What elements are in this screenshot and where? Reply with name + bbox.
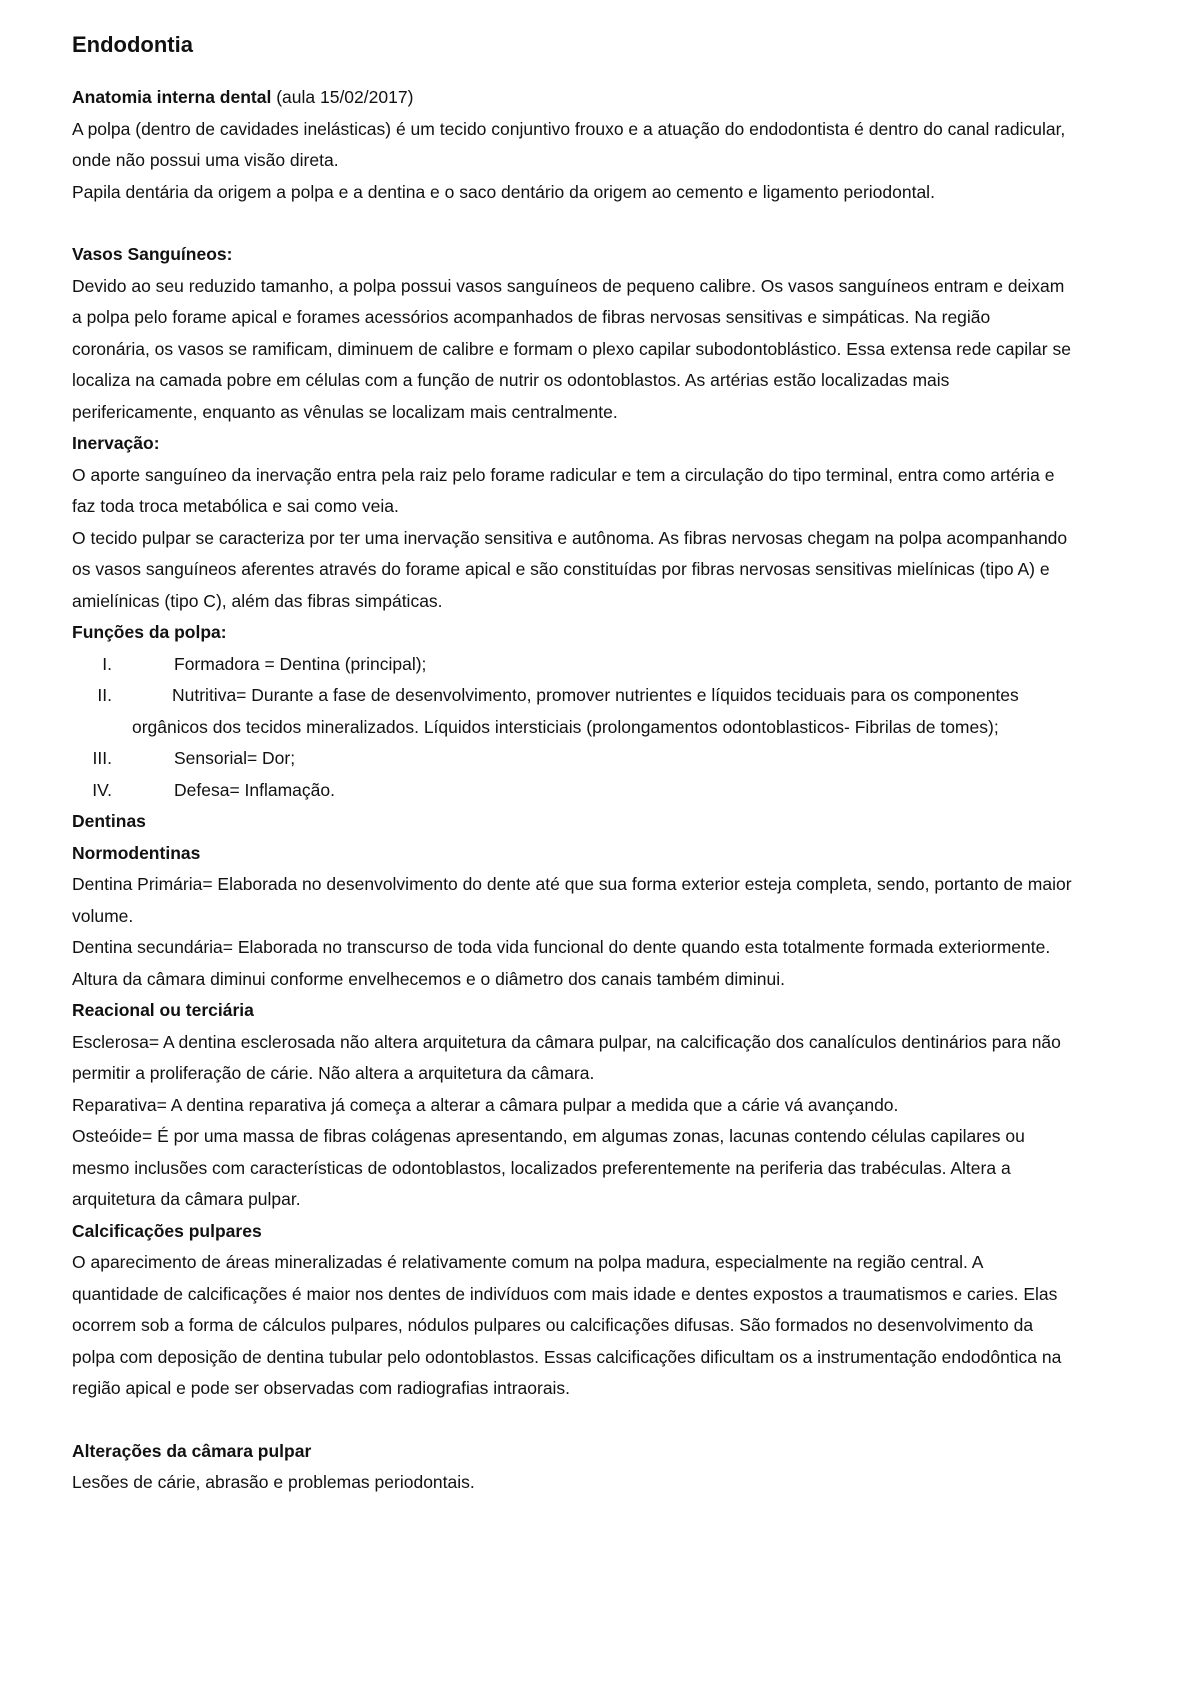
calcificacoes-paragraph: O aparecimento de áreas mineralizadas é relativamente comum na polpa madura, especialmente na região central. A quantidade de calcificações é maior nos dentes de indivíduos com mais idade e dentes expostos a traumatismos e caries. Elas ocorrem sob a forma de cálculos pulpares, nódulos pulpares ou calcificações difusas. São formados no desenvolvimento da polpa com deposição de dentina tubular pelo odontoblastos. Essas calcificações dificultam os a instrumentação endodôntica na região apical e pode ser observadas com radiografias intraorais. — [72, 1252, 1062, 1398]
list-item — [72, 743, 1072, 775]
list-item — [72, 680, 1072, 743]
list-item-text: Defesa= Inflamação. — [174, 779, 335, 800]
document-page — [72, 26, 1072, 1499]
intro-paragraph-2: Papila dentária da origem a polpa e a dentina e o saco dentário da origem ao cemento e ligamento periodontal. — [72, 181, 935, 202]
inervacao-paragraph-1: O aporte sanguíneo da inervação entra pela raiz pelo forame radicular e tem a circulação do tipo terminal, entra como artéria e faz toda troca metabólica e sai como veia. — [72, 464, 1055, 516]
list-item — [72, 649, 1072, 681]
list-item-text: Nutritiva= Durante a fase de desenvolvimento, promover nutrientes e líquidos teciduais para os componentes orgânicos dos tecidos mineralizados. Líquidos intersticiais (prolongamentos odontoblasticos- Fibrilas de tomes); — [132, 685, 1019, 737]
list-item-number: III. — [92, 748, 112, 768]
list-item-number: I. — [102, 653, 112, 674]
reacional-paragraph-1: Esclerosa= A dentina esclerosada não altera arquitetura da câmara pulpar, na calcificação dos canalículos dentinários para não permitir a proliferação de cárie. Não altera a arquitetura da câmara. — [72, 1031, 1061, 1083]
funcoes-list — [72, 649, 1072, 807]
intro-heading-line — [72, 82, 1072, 114]
spacer — [72, 1405, 1072, 1436]
inervacao-paragraph-2: O tecido pulpar se caracteriza por ter uma inervação sensitiva e autônoma. As fibras nervosas chegam na polpa acompanhando os vasos sanguíneos aferentes através do forame apical e são constituídas por fibras nervosas sensitivas mielínicas (tipo A) e amielínicas (tipo C), além das fibras simpáticas. — [72, 527, 1068, 611]
funcoes-heading: Funções da polpa: — [72, 622, 227, 642]
document-title: Endodontia — [72, 32, 193, 57]
reacional-paragraph-2: Reparativa= A dentina reparativa já começa a alterar a câmara pulpar a medida que a cárie vá avançando. — [72, 1094, 899, 1115]
calcificacoes-heading: Calcificações pulpares — [72, 1220, 262, 1241]
vasos-heading: Vasos Sanguíneos: — [72, 244, 233, 264]
intro-paragraph-1: A polpa (dentro de cavidades inelásticas) é um tecido conjuntivo frouxo e a atuação do endodontista é dentro do canal radicular, onde não possui uma visão direta. — [72, 118, 1066, 170]
list-item-text: Sensorial= Dor; — [174, 748, 296, 768]
dentinas-heading: Dentinas — [72, 811, 146, 831]
inervacao-heading: Inervação: — [72, 433, 160, 453]
intro-heading: Anatomia interna dental — [72, 87, 272, 107]
vasos-paragraph: Devido ao seu reduzido tamanho, a polpa possui vasos sanguíneos de pequeno calibre. Os vasos sanguíneos entram e deixam a polpa pelo forame apical e forames acessórios acompanhados de fibras nervosas sensitivas e simpáticas. Na região coronária, os vasos se ramificam, diminuem de calibre e formam o plexo capilar subodontoblástico. Essa extensa rede capilar se localiza na camada pobre em células com a função de nutrir os odontoblastos. As artérias estão localizadas mais perifericamente, enquanto as vênulas se localizam mais centralmente. — [72, 275, 1071, 422]
list-item-number: IV. — [92, 779, 112, 800]
normodentinas-heading: Normodentinas — [72, 842, 201, 863]
reacional-heading: Reacional ou terciária — [72, 1000, 254, 1020]
list-item — [72, 775, 1072, 807]
list-item-number: II. — [97, 685, 112, 705]
alteracoes-paragraph: Lesões de cárie, abrasão e problemas periodontais. — [72, 1472, 475, 1492]
alteracoes-heading: Alterações da câmara pulpar — [72, 1440, 312, 1461]
spacer — [72, 208, 1072, 239]
reacional-paragraph-3: Osteóide= É por uma massa de fibras colágenas apresentando, em algumas zonas, lacunas contendo células capilares ou mesmo inclusões com características de odontoblastos, localizados preferentemente na periferia das trabéculas. Altera a arquitetura da câmara pulpar. — [72, 1126, 1025, 1209]
dentinas-paragraph-2: Dentina secundária= Elaborada no transcurso de toda vida funcional do dente quando esta totalmente formada exteriormente. Altura da câmara diminui conforme envelhecemos e o diâmetro dos canais também diminui. — [72, 937, 1051, 989]
intro-heading-suffix: (aula 15/02/2017) — [271, 87, 414, 107]
list-item-text: Formadora = Dentina (principal); — [174, 653, 427, 674]
dentinas-paragraph-1: Dentina Primária= Elaborada no desenvolvimento do dente até que sua forma exterior esteja completa, sendo, portanto de maior volume. — [72, 874, 1072, 926]
